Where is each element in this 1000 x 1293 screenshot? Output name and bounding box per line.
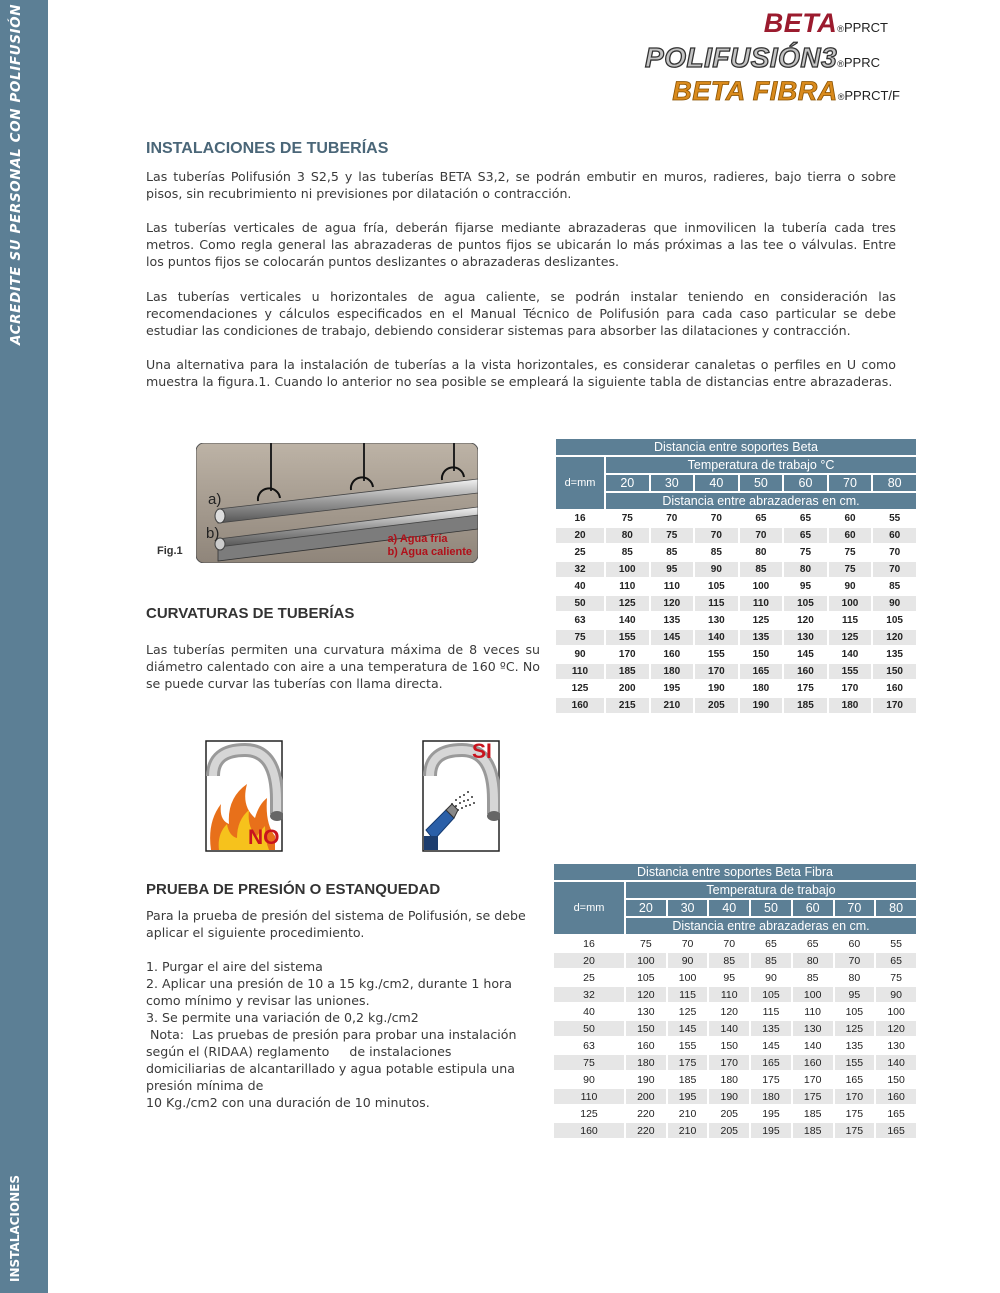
distance-cell: 105 bbox=[886, 615, 903, 626]
diameter-cell: 63 bbox=[583, 1039, 595, 1052]
sub-header: Distancia entre abrazaderas en cm. bbox=[606, 493, 916, 509]
distance-cell: 185 bbox=[803, 1107, 822, 1120]
distance-cell: 175 bbox=[797, 683, 814, 694]
distance-cell: 140 bbox=[803, 1039, 822, 1052]
distance-cell: 160 bbox=[637, 1039, 655, 1052]
distance-cell: 130 bbox=[793, 1021, 833, 1036]
figure-label: Fig.1 bbox=[157, 545, 183, 557]
distance-cell: 90 bbox=[844, 581, 856, 592]
temperature-column-header: 60 bbox=[793, 900, 833, 916]
distance-cell: 145 bbox=[668, 1021, 708, 1036]
distance-cell: 170 bbox=[873, 698, 916, 713]
distance-cell: 175 bbox=[793, 1089, 833, 1104]
distance-cell: 80 bbox=[606, 528, 649, 543]
distance-cell: 140 bbox=[618, 615, 636, 626]
distance-cell: 135 bbox=[663, 615, 681, 626]
table-row bbox=[554, 953, 916, 968]
distance-cell: 175 bbox=[668, 1055, 708, 1070]
distance-cell: 85 bbox=[751, 953, 791, 968]
distance-cell: 110 bbox=[663, 581, 680, 592]
distance-cell: 160 bbox=[793, 1055, 833, 1070]
registered-mark-icon: ® bbox=[837, 24, 844, 34]
temperature-column-header: 80 bbox=[876, 900, 916, 916]
distance-cell: 70 bbox=[666, 513, 678, 524]
distance-cell: 190 bbox=[709, 1089, 749, 1104]
distance-cell: 110 bbox=[709, 987, 749, 1002]
distance-cell: 155 bbox=[678, 1039, 697, 1052]
sidebar-bottom-label: INSTALACIONES bbox=[8, 1175, 22, 1282]
distance-cell: 155 bbox=[829, 664, 872, 679]
distance-cell: 150 bbox=[720, 1039, 739, 1052]
distance-cell: 180 bbox=[752, 683, 770, 694]
distance-cell: 60 bbox=[873, 528, 916, 543]
distance-cell: 175 bbox=[835, 1123, 875, 1138]
table-beta-fibra bbox=[552, 862, 918, 1140]
distance-cell: 125 bbox=[835, 1021, 875, 1036]
sub-header: Distancia entre abrazaderas en cm. bbox=[626, 918, 916, 934]
distance-cell: 125 bbox=[678, 1005, 697, 1018]
distance-cell: 145 bbox=[797, 649, 814, 660]
temperature-header: Temperatura de trabajo bbox=[626, 882, 916, 898]
distance-cell: 140 bbox=[876, 1055, 916, 1070]
diameter-cell: 25 bbox=[574, 547, 586, 558]
diameter-cell: 25 bbox=[583, 971, 595, 984]
distance-cell: 100 bbox=[793, 987, 833, 1002]
si-heat-gun-bend-box bbox=[422, 740, 500, 852]
diameter-cell: 110 bbox=[554, 1089, 624, 1104]
brand-beta-fibra-suffix: PPRCT/F bbox=[844, 88, 900, 103]
diameter-cell: 40 bbox=[583, 1005, 595, 1018]
distance-cell: 210 bbox=[678, 1107, 697, 1120]
table-row bbox=[554, 1004, 916, 1019]
column-header-dmm: d=mm bbox=[554, 882, 624, 934]
distance-cell: 95 bbox=[651, 562, 694, 577]
distance-cell: 75 bbox=[621, 513, 633, 524]
no-label: NO bbox=[248, 826, 280, 849]
section-title-prueba: PRUEBA DE PRESIÓN O ESTANQUEDAD bbox=[146, 881, 441, 898]
brand-polifusion-name: POLIFUSIÓN3 bbox=[645, 42, 838, 73]
table-row bbox=[556, 579, 916, 594]
distance-cell: 95 bbox=[799, 581, 812, 592]
temperature-column-header: 40 bbox=[709, 900, 749, 916]
distance-cell: 120 bbox=[720, 1005, 739, 1018]
distance-cell: 210 bbox=[651, 698, 694, 713]
distance-cell: 85 bbox=[666, 547, 678, 558]
distance-cell: 60 bbox=[848, 937, 861, 950]
distance-cell: 155 bbox=[835, 1055, 875, 1070]
table-row bbox=[554, 970, 916, 985]
paragraph: Las tuberías verticales de agua fría, deberán fijarse mediante abrazaderas que inmovilicen la tubería cada tres metros. Como regla general las abrazaderas de puntos fijos se ubicarán lo más próximas a las tee o válvulas. Entre los puntos fijos se colocarán puntos deslizantes o abrazaderas deslizantes. bbox=[146, 220, 896, 269]
distance-cell: 145 bbox=[762, 1039, 780, 1052]
distance-cell: 125 bbox=[752, 615, 770, 626]
paragraph: Una alternativa para la instalación de tuberías a la vista horizontales, es considerar canaletas o perfiles en U como muestra la figura.1. Cuando lo anterior no sea posible se empleará la siguiente tabla de distancias entre abrazaderas. bbox=[146, 357, 896, 389]
figure-legend bbox=[387, 533, 472, 559]
diameter-cell: 32 bbox=[554, 987, 624, 1002]
distance-cell: 105 bbox=[784, 596, 827, 611]
distance-cell: 70 bbox=[873, 562, 916, 577]
registered-mark-icon: ® bbox=[837, 92, 845, 102]
temperature-column-header: 30 bbox=[651, 475, 694, 491]
distance-cell: 115 bbox=[762, 1005, 780, 1018]
section-title-curvaturas: CURVATURAS DE TUBERÍAS bbox=[146, 605, 355, 622]
diameter-cell: 160 bbox=[556, 698, 604, 713]
distance-cell: 140 bbox=[841, 649, 859, 660]
diameter-cell: 125 bbox=[571, 683, 589, 694]
diameter-cell: 40 bbox=[574, 581, 586, 592]
distance-cell: 90 bbox=[873, 596, 916, 611]
table-row bbox=[556, 630, 916, 645]
distance-cell: 85 bbox=[621, 547, 633, 558]
distance-cell: 135 bbox=[740, 630, 783, 645]
paragraph: Para la prueba de presión del sistema de Polifusión, se debe aplicar el siguiente procedimiento. bbox=[146, 908, 526, 940]
distance-cell: 100 bbox=[606, 562, 649, 577]
distance-cell: 170 bbox=[835, 1089, 875, 1104]
distance-cell: 120 bbox=[876, 1021, 916, 1036]
distance-cell: 120 bbox=[651, 596, 694, 611]
distance-cell: 165 bbox=[740, 664, 783, 679]
table-row bbox=[554, 1123, 916, 1138]
distance-cell: 70 bbox=[889, 547, 901, 558]
distance-cell: 70 bbox=[695, 528, 738, 543]
distance-cell: 70 bbox=[723, 937, 736, 950]
diameter-cell: 20 bbox=[554, 953, 624, 968]
paragraph: Las tuberías verticales u horizontales de agua caliente, se podrán instalar teniendo en consideración las recomendaciones y cálculos especificados en el Manual Técnico de Polifusión para cada caso particular se debe estudiar las condiciones de trabajo, debiendo considerar sistemas para absorber las dilataciones y contracción. bbox=[146, 289, 896, 338]
distance-cell: 65 bbox=[806, 937, 819, 950]
distance-cell: 80 bbox=[784, 562, 827, 577]
distance-cell: 165 bbox=[845, 1073, 864, 1086]
distance-cell: 170 bbox=[803, 1073, 822, 1086]
table-row bbox=[554, 1021, 916, 1036]
temperature-column-header: 40 bbox=[695, 475, 738, 491]
registered-mark-icon: ® bbox=[837, 59, 844, 69]
distance-cell: 95 bbox=[723, 971, 736, 984]
distance-cell: 175 bbox=[845, 1107, 864, 1120]
table-row bbox=[556, 596, 916, 611]
distance-cell: 140 bbox=[695, 630, 738, 645]
distance-cell: 65 bbox=[765, 937, 777, 950]
diameter-cell: 90 bbox=[574, 649, 586, 660]
distance-cell: 75 bbox=[651, 528, 694, 543]
legend-agua-fria: a) Agua fría bbox=[387, 533, 448, 545]
distance-cell: 185 bbox=[784, 698, 827, 713]
sidebar-top-label: ACREDITE SU PERSONAL CON POLIFUSIÓN bbox=[8, 3, 24, 345]
temperature-column-header: 20 bbox=[626, 900, 666, 916]
distance-cell: 185 bbox=[793, 1123, 833, 1138]
distance-cell: 140 bbox=[709, 1021, 749, 1036]
distance-cell: 155 bbox=[708, 649, 725, 660]
distance-cell: 160 bbox=[663, 649, 681, 660]
table-row bbox=[556, 545, 916, 560]
distance-cell: 85 bbox=[806, 971, 819, 984]
distance-cell: 220 bbox=[626, 1123, 666, 1138]
temperature-column-header: 70 bbox=[829, 475, 872, 491]
distance-cell: 205 bbox=[695, 698, 738, 713]
distance-cell: 65 bbox=[784, 528, 827, 543]
brand-beta-name: BETA bbox=[763, 8, 838, 38]
distance-cell: 150 bbox=[626, 1021, 666, 1036]
distance-cell: 110 bbox=[804, 1005, 822, 1018]
distance-cell: 200 bbox=[626, 1089, 666, 1104]
section-title-instalaciones: INSTALACIONES DE TUBERÍAS bbox=[146, 140, 389, 157]
procedure-steps: 1. Purgar el aire del sistema 2. Aplicar una presión de 10 a 15 kg./cm2, durante 1 hora como mínimo y revisar las uniones. 3. Se permite una variación de 0,2 kg./cm2 Nota: Las pruebas de presión para probar una instalación según el (RIDAA) reglamento de instalaciones domiciliarias de alcantarillado y agua potable estipula una presión mínima de 10 Kg./cm2 con una duración de 10 minutos. bbox=[146, 959, 517, 1110]
table-row bbox=[556, 647, 916, 662]
diameter-cell: 32 bbox=[556, 562, 604, 577]
distance-cell: 195 bbox=[663, 683, 681, 694]
distance-cell: 170 bbox=[618, 649, 636, 660]
distance-cell: 130 bbox=[887, 1039, 905, 1052]
distance-cell: 105 bbox=[751, 987, 791, 1002]
table-row bbox=[556, 511, 916, 526]
distance-cell: 215 bbox=[606, 698, 649, 713]
distance-cell: 115 bbox=[841, 615, 859, 626]
distance-cell: 125 bbox=[606, 596, 649, 611]
distance-cell: 85 bbox=[710, 547, 722, 558]
distance-cell: 75 bbox=[890, 971, 902, 984]
distance-cell: 150 bbox=[887, 1073, 905, 1086]
distance-cell: 90 bbox=[876, 987, 916, 1002]
temperature-column-header: 30 bbox=[668, 900, 708, 916]
distance-cell: 130 bbox=[637, 1005, 655, 1018]
distance-cell: 120 bbox=[873, 630, 916, 645]
distance-cell: 135 bbox=[886, 649, 903, 660]
distance-cell: 150 bbox=[752, 649, 770, 660]
table-row bbox=[554, 1106, 916, 1121]
diameter-cell: 90 bbox=[583, 1073, 595, 1086]
diameter-cell: 160 bbox=[554, 1123, 624, 1138]
distance-cell: 150 bbox=[873, 664, 916, 679]
table-title: Distancia entre soportes Beta Fibra bbox=[554, 864, 916, 880]
distance-cell: 195 bbox=[751, 1123, 791, 1138]
distance-cell: 65 bbox=[799, 513, 812, 524]
temperature-column-header: 20 bbox=[606, 475, 649, 491]
distance-cell: 105 bbox=[845, 1005, 864, 1018]
table-row bbox=[554, 1072, 916, 1087]
distance-cell: 60 bbox=[829, 528, 872, 543]
marker-a: a) bbox=[208, 491, 222, 508]
diameter-cell: 50 bbox=[556, 596, 604, 611]
distance-cell: 170 bbox=[695, 664, 738, 679]
distance-cell: 70 bbox=[681, 937, 694, 950]
distance-cell: 95 bbox=[835, 987, 875, 1002]
distance-cell: 100 bbox=[752, 581, 770, 592]
distance-cell: 180 bbox=[651, 664, 694, 679]
distance-cell: 130 bbox=[708, 615, 725, 626]
distance-cell: 190 bbox=[740, 698, 783, 713]
distance-cell: 135 bbox=[751, 1021, 791, 1036]
distance-cell: 120 bbox=[797, 615, 814, 626]
distance-cell: 145 bbox=[651, 630, 694, 645]
table-title: Distancia entre soportes Beta bbox=[556, 439, 916, 455]
paragraph: Las tuberías permiten una curvatura máxima de 8 veces su diámetro calentado con aire a una temperatura de 160 ºC. No se puede curvar las tuberías con llama directa. bbox=[146, 642, 540, 691]
distance-cell: 90 bbox=[765, 971, 777, 984]
brand-beta-logo bbox=[764, 8, 888, 39]
distance-cell: 185 bbox=[678, 1073, 697, 1086]
distance-cell: 125 bbox=[829, 630, 872, 645]
distance-cell: 75 bbox=[844, 547, 856, 558]
distance-cell: 90 bbox=[668, 953, 708, 968]
distance-cell: 205 bbox=[720, 1107, 739, 1120]
distance-cell: 85 bbox=[709, 953, 749, 968]
distance-cell: 55 bbox=[890, 937, 902, 950]
distance-cell: 205 bbox=[709, 1123, 749, 1138]
brand-polifusion-logo bbox=[645, 42, 880, 74]
diameter-cell: 75 bbox=[556, 630, 604, 645]
distance-cell: 180 bbox=[720, 1073, 739, 1086]
diameter-cell: 16 bbox=[583, 937, 595, 950]
distance-cell: 180 bbox=[829, 698, 872, 713]
distance-cell: 115 bbox=[668, 987, 708, 1002]
table-row bbox=[556, 528, 916, 543]
distance-cell: 80 bbox=[848, 971, 861, 984]
diameter-cell: 110 bbox=[556, 664, 604, 679]
table-row bbox=[554, 987, 916, 1002]
distance-cell: 220 bbox=[637, 1107, 655, 1120]
distance-cell: 100 bbox=[626, 953, 666, 968]
distance-cell: 105 bbox=[708, 581, 725, 592]
distance-cell: 165 bbox=[876, 1123, 916, 1138]
distance-cell: 65 bbox=[876, 953, 916, 968]
marker-b: b) bbox=[206, 525, 220, 542]
diameter-cell: 50 bbox=[554, 1021, 624, 1036]
si-label: SI bbox=[472, 740, 492, 763]
legend-agua-caliente: b) Agua caliente bbox=[387, 546, 472, 558]
figure-pipe-channel bbox=[196, 443, 478, 563]
sidebar bbox=[0, 0, 48, 1293]
table-row bbox=[556, 698, 916, 713]
distance-cell: 190 bbox=[637, 1073, 655, 1086]
distance-cell: 70 bbox=[740, 528, 783, 543]
distance-cell: 175 bbox=[762, 1073, 780, 1086]
distance-cell: 135 bbox=[845, 1039, 864, 1052]
distance-cell: 165 bbox=[751, 1055, 791, 1070]
no-flame-bend-box bbox=[205, 740, 283, 852]
distance-cell: 80 bbox=[793, 953, 833, 968]
temperature-column-header: 80 bbox=[873, 475, 916, 491]
distance-cell: 190 bbox=[708, 683, 725, 694]
distance-cell: 105 bbox=[637, 971, 655, 984]
distance-cell: 185 bbox=[606, 664, 649, 679]
brand-polifusion-suffix: PPRC bbox=[843, 55, 880, 70]
temperature-column-header: 50 bbox=[751, 900, 791, 916]
diameter-cell: 63 bbox=[574, 615, 586, 626]
paragraph: Las tuberías Polifusión 3 S2,5 y las tuberías BETA S3,2, se podrán embutir en muros, radieres, bajo tierra o sobre pisos, sin recubrimiento ni previsiones por dilatación o contracción. bbox=[146, 169, 896, 201]
distance-cell: 80 bbox=[755, 547, 767, 558]
distance-cell: 55 bbox=[889, 513, 901, 524]
diameter-cell: 75 bbox=[554, 1055, 624, 1070]
distance-cell: 65 bbox=[755, 513, 767, 524]
distance-cell: 160 bbox=[886, 683, 903, 694]
distance-cell: 155 bbox=[606, 630, 649, 645]
distance-cell: 130 bbox=[784, 630, 827, 645]
temperature-header: Temperatura de trabajo °C bbox=[606, 457, 916, 473]
distance-cell: 70 bbox=[710, 513, 722, 524]
table-row bbox=[554, 1038, 916, 1053]
distance-cell: 110 bbox=[619, 581, 636, 592]
distance-cell: 170 bbox=[841, 683, 859, 694]
temperature-column-header: 50 bbox=[740, 475, 783, 491]
distance-cell: 85 bbox=[740, 562, 783, 577]
distance-cell: 170 bbox=[709, 1055, 749, 1070]
distance-cell: 180 bbox=[626, 1055, 666, 1070]
distance-cell: 70 bbox=[835, 953, 875, 968]
table-row bbox=[554, 1055, 916, 1070]
distance-cell: 195 bbox=[668, 1089, 708, 1104]
table-row bbox=[556, 562, 916, 577]
brand-beta-fibra-logo bbox=[672, 76, 900, 107]
table-beta bbox=[554, 437, 918, 715]
table-row bbox=[554, 936, 916, 951]
distance-cell: 60 bbox=[844, 513, 856, 524]
distance-cell: 160 bbox=[876, 1089, 916, 1104]
distance-cell: 100 bbox=[678, 971, 697, 984]
distance-cell: 165 bbox=[887, 1107, 905, 1120]
distance-cell: 100 bbox=[829, 596, 872, 611]
distance-cell: 75 bbox=[640, 937, 652, 950]
distance-cell: 100 bbox=[887, 1005, 905, 1018]
brand-beta-suffix: PPRCT bbox=[843, 20, 888, 35]
distance-cell: 195 bbox=[762, 1107, 780, 1120]
distance-cell: 160 bbox=[784, 664, 827, 679]
distance-cell: 200 bbox=[618, 683, 636, 694]
distance-cell: 110 bbox=[740, 596, 783, 611]
temperature-column-header: 70 bbox=[835, 900, 875, 916]
distance-cell: 210 bbox=[668, 1123, 708, 1138]
brand-beta-fibra-name: BETA FIBRA bbox=[672, 76, 838, 106]
diameter-cell: 16 bbox=[574, 513, 586, 524]
diameter-cell: 125 bbox=[580, 1107, 598, 1120]
distance-cell: 75 bbox=[799, 547, 812, 558]
distance-cell: 75 bbox=[829, 562, 872, 577]
table-row bbox=[556, 613, 916, 628]
temperature-column-header: 60 bbox=[784, 475, 827, 491]
distance-cell: 85 bbox=[889, 581, 901, 592]
table-row bbox=[556, 664, 916, 679]
distance-cell: 115 bbox=[695, 596, 738, 611]
column-header-dmm: d=mm bbox=[556, 457, 604, 509]
distance-cell: 90 bbox=[695, 562, 738, 577]
distance-cell: 180 bbox=[751, 1089, 791, 1104]
table-row bbox=[554, 1089, 916, 1104]
table-row bbox=[556, 681, 916, 696]
diameter-cell: 20 bbox=[556, 528, 604, 543]
distance-cell: 120 bbox=[626, 987, 666, 1002]
